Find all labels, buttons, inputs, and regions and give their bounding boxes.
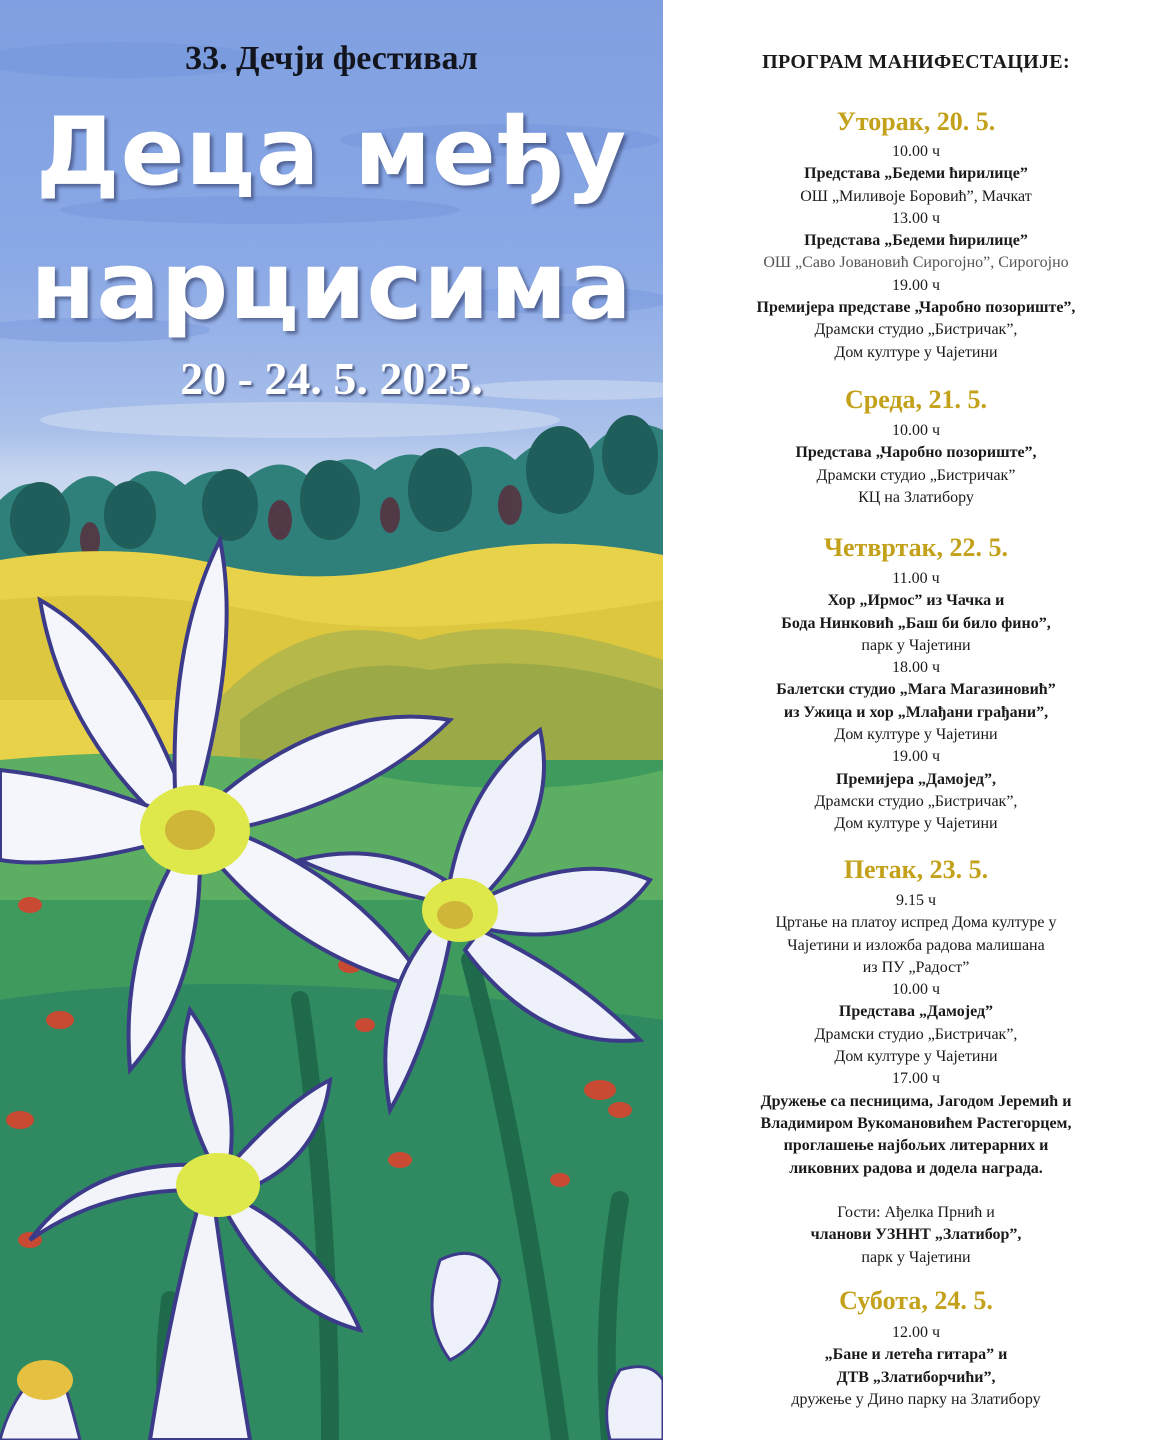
day-heading-saturday: Субота, 24. 5. [839,1286,993,1315]
program-line: Дом културе у Чајетини [834,343,998,361]
program-line: парк у Чајетини [861,636,971,654]
program-line: ОШ „Саво Јовановић Сирогојно”, Сирогојно [763,254,1069,272]
program-column [680,0,1152,1440]
program-line: Дом културе у Чајетини [834,1048,998,1066]
program-line: 10.00 ч [891,981,941,999]
day-heading-tuesday: Уторак, 20. 5. [836,107,996,136]
program-line: Дом културе у Чајетини [834,815,998,833]
program-line: чланови УЗННТ „Златибор”, [810,1226,1022,1244]
program-line: Дом културе у Чајетини [834,726,998,744]
program-line: Премијера представе „Чаробно позориште”, [756,299,1076,317]
program-line: ОШ „Миливоје Боровић”, Мачкат [800,187,1032,205]
program-line: 10.00 ч [891,143,941,160]
program-line: дружење у Дино парку на Златибору [791,1390,1041,1408]
program-line: парк у Чајетини [861,1248,971,1266]
day-heading-wednesday: Среда, 21. 5. [844,385,988,414]
program-line: Гости: Ађелка Прнић и [837,1204,995,1222]
program-line: 11.00 ч [892,570,940,587]
program-line: 10.00 ч [891,422,941,439]
program-line: Владимиром Вукомановићем Растегорцем, [760,1114,1072,1132]
program-line: Цртање на платоу испред Дома културе у [775,914,1057,932]
day-block-friday [680,890,1152,1269]
festival-title-line2: нарцисима [30,232,633,341]
festival-number: 33. Дечји фестивал [185,40,478,77]
day-block-tuesday [680,141,1152,364]
program-line: 12.00 ч [891,1324,941,1341]
program-line: Бода Нинковић „Баш би било фино”, [781,614,1051,632]
program-line: 13.00 ч [891,209,941,227]
program-line: Драмски студио „Бистричак” [816,466,1016,484]
program-line: ДТВ „Златиборчићи”, [836,1368,996,1386]
program-line: Премијера „Дамојед”, [836,770,996,788]
day-block-saturday [680,1322,1152,1411]
program-line: из ПУ „Радост” [862,958,970,976]
program-line: Представа „Дамојед” [838,1003,994,1021]
program-line: Представа „Чаробно позориште”, [795,444,1037,462]
program-line: КЦ на Златибору [858,488,974,506]
program-line: Балетски студио „Мага Магазиновић” [776,681,1056,699]
day-block-wednesday [680,420,1152,509]
program-line: 17.00 ч [891,1070,941,1088]
program-line: „Бане и летећа гитара” и [824,1346,1008,1364]
program-line: Дружење са песницима, Јагодом Јеремић и [760,1092,1072,1110]
program-line: из Ужица и хор „Млађани грађани”, [783,703,1049,721]
program-line: Хор „Ирмос” из Чачка и [827,592,1005,610]
day-heading-friday: Петак, 23. 5. [843,855,989,884]
program-line: ликовних радова и додела награда. [789,1159,1043,1177]
program-line: Представа „Бедеми ћирилице” [804,165,1028,183]
program-line: 9.15 ч [895,892,937,909]
program-line: 19.00 ч [891,276,941,294]
program-line: проглашење најбољих литерарних и [783,1137,1049,1155]
program-line: 19.00 ч [891,748,941,766]
program-line: Драмски студио „Бистричак”, [814,321,1018,339]
day-block-thursday [680,568,1152,836]
program-line: Чајетини и изложба радова малишана [787,936,1045,954]
program-line: 18.00 ч [891,659,941,677]
program-line: Драмски студио „Бистричак”, [814,792,1018,810]
festival-title-line1: Деца међу [35,98,628,207]
festival-dates: 20 - 24. 5. 2025. [180,353,483,404]
program-line: Драмски студио „Бистричак”, [814,1025,1018,1043]
program-line: Представа „Бедеми ћирилице” [804,232,1028,250]
day-heading-thursday: Четвртак, 22. 5. [823,533,1009,562]
program-heading: ПРОГРАМ МАНИФЕСТАЦИЈЕ: [762,51,1070,73]
program-line [680,1180,1152,1202]
